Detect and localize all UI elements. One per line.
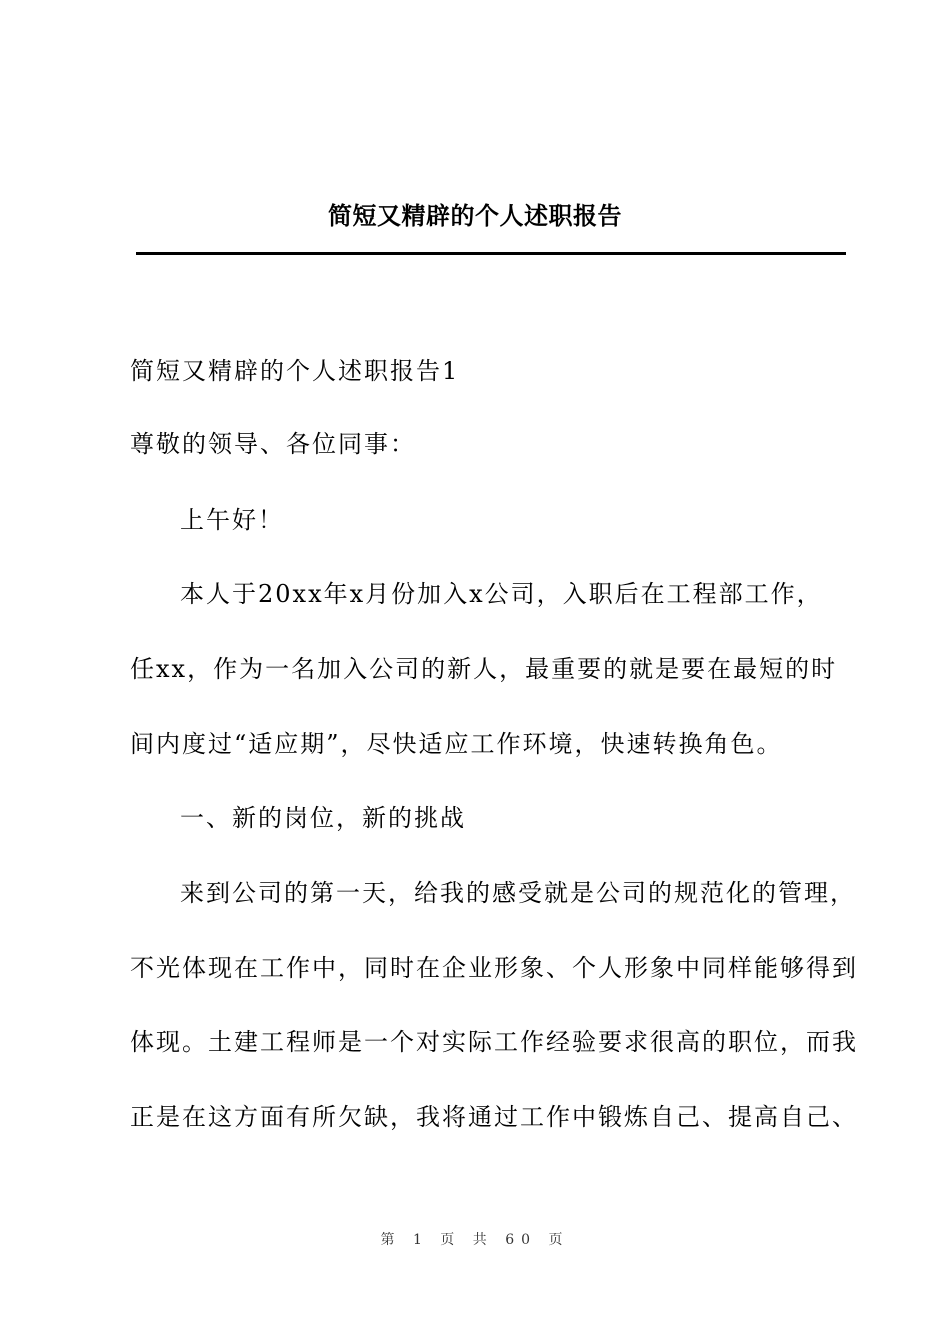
paragraph-line: 来到公司的第一天，给我的感受就是公司的规范化的管理， <box>180 879 856 907</box>
greeting: 上午好！ <box>180 506 284 534</box>
title-underline <box>136 252 846 255</box>
document-title: 简短又精辟的个人述职报告 <box>328 201 622 230</box>
paragraph-line: 本人于20xx年x月份加入x公司，入职后在工程部工作， <box>180 580 823 608</box>
paragraph-line: 正是在这方面有所欠缺，我将通过工作中锻炼自己、提高自己、 <box>130 1103 858 1131</box>
paragraph-line: 任xx，作为一名加入公司的新人，最重要的就是要在最短的时 <box>130 655 838 683</box>
paragraph-line: 体现。土建工程师是一个对实际工作经验要求很高的职位，而我 <box>130 1028 858 1056</box>
paragraph-line: 不光体现在工作中，同时在企业形象、个人形象中同样能够得到 <box>130 954 858 982</box>
report-heading: 简短又精辟的个人述职报告1 <box>130 357 460 385</box>
salutation: 尊敬的领导、各位同事： <box>130 430 416 458</box>
section-heading: 一、新的岗位，新的挑战 <box>180 804 466 832</box>
paragraph-line: 间内度过“适应期”，尽快适应工作环境，快速转换角色。 <box>130 730 783 758</box>
page-number-footer: 第 1 页 共 60 页 <box>380 1232 570 1248</box>
